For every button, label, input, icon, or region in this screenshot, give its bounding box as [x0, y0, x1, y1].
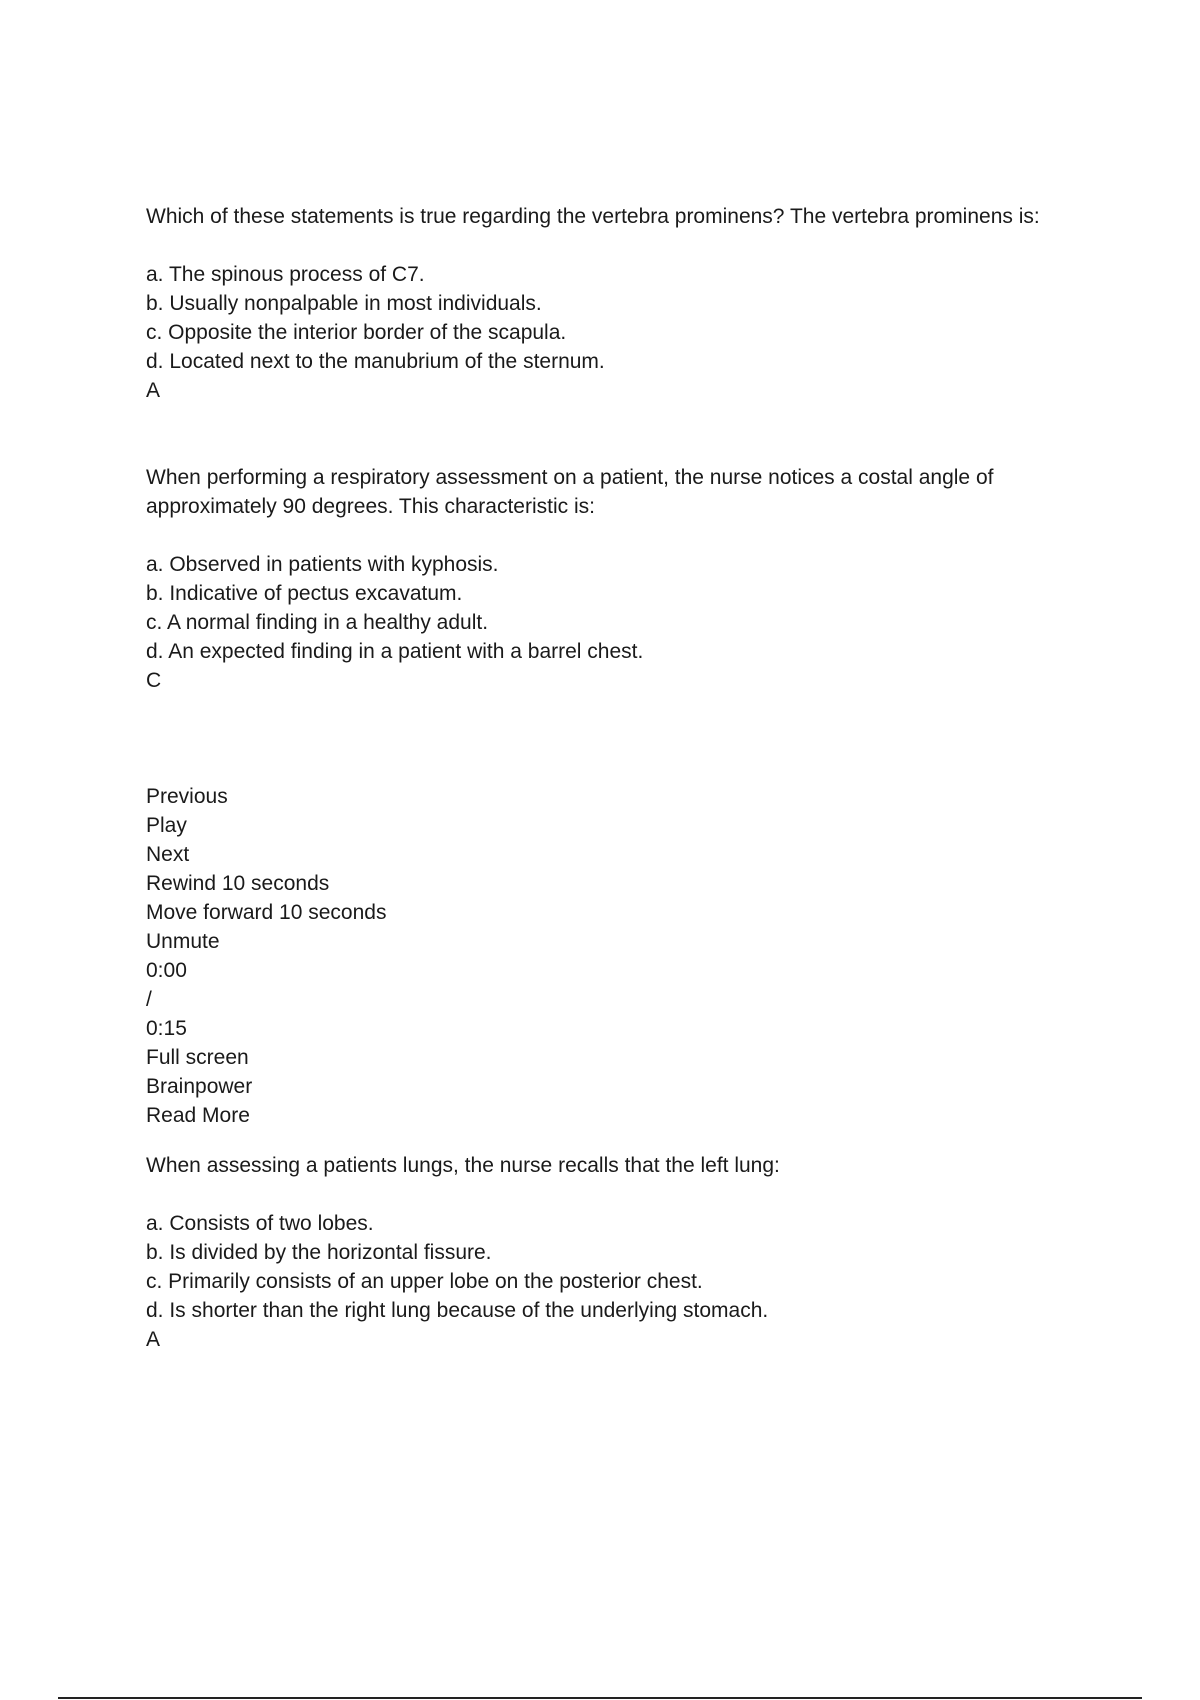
fullscreen-button[interactable]: Full screen [146, 1046, 249, 1069]
option-c: c. Primarily consists of an upper lobe on the posterior chest. [146, 1270, 703, 1293]
footer-divider [58, 1697, 1142, 1699]
question-block-3 [146, 1151, 1086, 1354]
options-list [146, 260, 1086, 376]
question-block-2 [146, 463, 1086, 695]
forward-button[interactable]: Move forward 10 seconds [146, 901, 387, 924]
read-more-link[interactable]: Read More [146, 1104, 250, 1127]
duration: 0:15 [146, 1017, 187, 1040]
answer-key: A [146, 1328, 161, 1351]
options-list [146, 1209, 1086, 1325]
question-text: When performing a respiratory assessment on a patient, the nurse notices a costal angle of approximately 90 degrees. This characteristic is: [146, 466, 994, 518]
option-c: c. A normal finding in a healthy adult. [146, 611, 489, 634]
play-button[interactable]: Play [146, 814, 187, 837]
option-d: d. Is shorter than the right lung because of the underlying stomach. [146, 1299, 769, 1322]
time-separator: / [146, 988, 152, 1011]
current-time: 0:00 [146, 959, 187, 982]
next-button[interactable]: Next [146, 843, 190, 866]
document-page [146, 202, 1086, 1354]
option-c: c. Opposite the interior border of the scapula. [146, 321, 567, 344]
option-d: d. An expected finding in a patient with a barrel chest. [146, 640, 644, 663]
rewind-button[interactable]: Rewind 10 seconds [146, 872, 330, 895]
unmute-button[interactable]: Unmute [146, 930, 220, 953]
answer-key: C [146, 669, 162, 692]
option-a: a. Consists of two lobes. [146, 1212, 374, 1235]
video-player-controls [146, 782, 1086, 1130]
option-a: a. Observed in patients with kyphosis. [146, 553, 499, 576]
previous-button[interactable]: Previous [146, 785, 228, 808]
question-text: When assessing a patients lungs, the nurse recalls that the left lung: [146, 1154, 780, 1177]
option-b: b. Is divided by the horizontal fissure. [146, 1241, 492, 1264]
brand-link[interactable]: Brainpower [146, 1075, 253, 1098]
question-block-1 [146, 202, 1086, 405]
question-text: Which of these statements is true regarding the vertebra prominens? The vertebra prominens is: [146, 205, 1040, 228]
option-a: a. The spinous process of C7. [146, 263, 425, 286]
options-list [146, 550, 1086, 666]
option-d: d. Located next to the manubrium of the sternum. [146, 350, 605, 373]
option-b: b. Indicative of pectus excavatum. [146, 582, 463, 605]
option-b: b. Usually nonpalpable in most individuals. [146, 292, 542, 315]
answer-key: A [146, 379, 161, 402]
